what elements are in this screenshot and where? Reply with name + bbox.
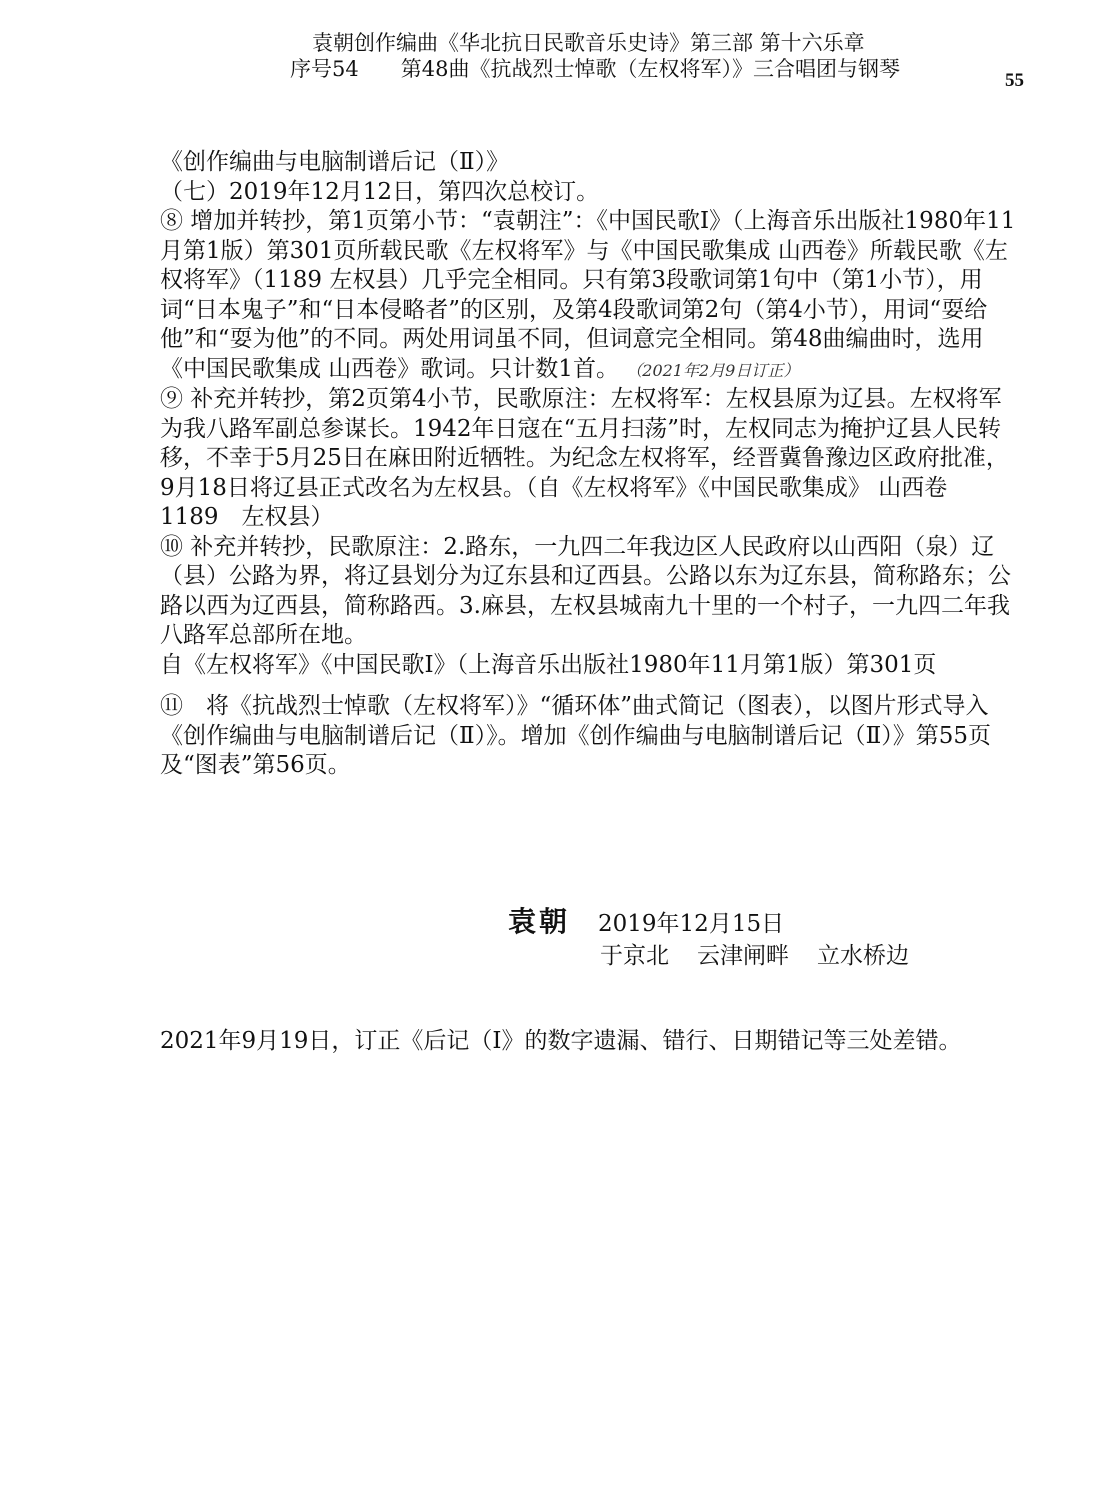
signature-place (600, 937, 937, 970)
item-8 (160, 207, 1020, 385)
signature-place-3: 立水桥边 (817, 943, 909, 969)
item-10: ⑩ 补充并转抄，民歌原注：2.路东，一九四二年我边区人民政府以山西阳（泉）辽（县）公路为界，将辽县划分为辽东县和辽西县。公路以东为辽东县，简称路东；公路以西为辽西县，简称路西。3.麻县，左权县城南九十里的一个村子，一九四二年我八路军总部所在地。 (160, 533, 1011, 648)
revision-line: （七）2019年12月12日，第四次总校订。 (160, 178, 600, 205)
signature-date: 2019年12月15日 (598, 911, 785, 937)
afterword-body (160, 148, 1020, 781)
signature-name: 袁朝 (508, 905, 571, 938)
item-11: ⑪ 将《抗战烈士悼歌（左权将军）》“循环体”曲式简记（图表），以图片形式导入《创作编曲与电脑制谱后记（Ⅱ）》。增加《创作编曲与电脑制谱后记（Ⅱ）》第55页及“图表”第56页。 (160, 693, 992, 778)
footer-correction-note: 2021年9月19日，订正《后记（Ⅰ》的数字遗漏、错行、日期错记等三处差错。 (160, 1028, 962, 1054)
signature-place-2: 云津闸畔 (697, 943, 789, 969)
item-8-correction-note: （2021年2月9日订正） (626, 360, 800, 380)
item-9: ⑨ 补充并转抄，第2页第4小节，民歌原注：左权将军：左权县原为辽县。左权将军为我八路军副总参谋长。1942年日寇在“五月扫荡”时，左权同志为掩护辽县人民转移，不幸于5月25日在麻田附近牺牲。为纪念左权将军，经晋冀鲁豫边区政府批准，9月18日将辽县正式改名为左权县。（自《左权将军》《中国民歌集成》 山西卷 1189 左权县） (160, 386, 1009, 530)
header-title-line: 袁朝创作编曲《华北抗日民歌音乐史诗》第三部 第十六乐章 (312, 31, 865, 55)
page-number: 55 (1005, 70, 1024, 91)
item-8-text: ⑧ 增加并转抄，第1页第小节：“袁朝注”：《中国民歌Ⅰ》（上海音乐出版社1980年11月第1版）第301页所载民歌《左权将军》与《中国民歌集成 山西卷》所载民歌《左权将军》（1189 左权县）几乎完全相同。只有第3段歌词第1句中（第1小节），用词“日本鬼子”和“日本侵略者”的区别，及第4段歌词第2句（第4小节），用词“耍给他”和“耍为他”的不同。两处用词虽不同，但词意完全相同。第48曲编曲时，选用《中国民歌集成 山西卷》歌词。只计数1首。 (160, 208, 1016, 382)
signature-place-1: 于京北 (600, 943, 669, 969)
spacer (160, 680, 1020, 692)
item-10-source: 自《左权将军》《中国民歌Ⅰ》（上海音乐出版社1980年11月第1版）第301页 (160, 651, 937, 678)
signature-line (508, 900, 784, 940)
afterword-title: 《创作编曲与电脑制谱后记（Ⅱ）》 (160, 149, 510, 175)
header-subtitle-line: 序号54 第48曲《抗战烈士悼歌（左权将军）》三合唱团与钢琴 (290, 57, 900, 81)
